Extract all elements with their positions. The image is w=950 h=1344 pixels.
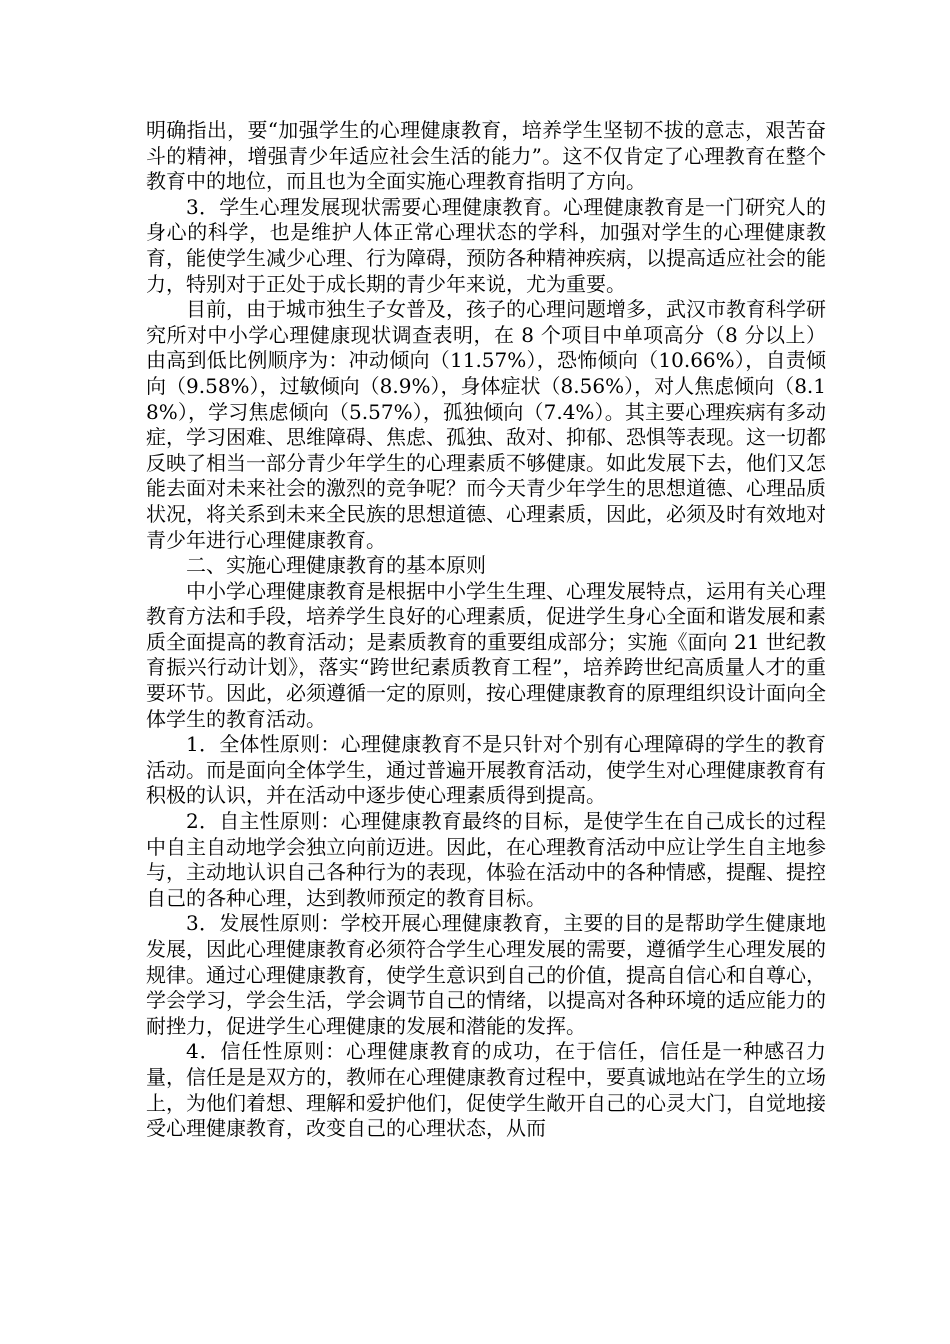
paragraph-section-3: 3．学生心理发展现状需要心理健康教育。心理健康教育是一门研究人的身心的科学，也是维护人体正常心理状态的学科，加强对学生的心理健康教育，能使学生减少心理、行为障碍，预防各种精神疾病，以提高适应社会的能力，特别对于正处于成长期的青少年来说，尤为重要。: [146, 194, 826, 296]
paragraph-principles-intro: 中小学心理健康教育是根据中小学生生理、心理发展特点，运用有关心理教育方法和手段，培养学生良好的心理素质，促进学生身心全面和谐发展和素质全面提高的教育活动；是素质教育的重要组成部分；实施《面向 21 世纪教育振兴行动计划》，落实“跨世纪素质教育工程”，培养跨世纪高质量人才的重要环节。因此，必须遵循一定的原则，按心理健康教育的原理组织设计面向全体学生的教育活动。: [146, 578, 826, 731]
paragraph-principle-4: 4．信任性原则：心理健康教育的成功，在于信任，信任是一种感召力量，信任是是双方的，教师在心理健康教育过程中，要真诚地站在学生的立场上，为他们着想、理解和爱护他们，促使学生敞开自己的心灵大门，自觉地接受心理健康教育，改变自己的心理状态，从而: [146, 1039, 826, 1141]
paragraph-principle-2: 2．自主性原则：心理健康教育最终的目标，是使学生在自己成长的过程中自主自动地学会独立向前迈进。因此，在心理教育活动中应让学生自主地参与，主动地认识自己各种行为的表现，体验在活动中的各种情感，提醒、提控自己的各种心理，达到教师预定的教育目标。: [146, 809, 826, 910]
paragraph-principle-1: 1．全体性原则：心理健康教育不是只针对个别有心理障碍的学生的教育活动。而是面向全体学生，通过普遍开展教育活动，使学生对心理健康教育有积极的认识，并在活动中逐步使心理素质得到提高。: [146, 732, 826, 808]
document-body: [146, 118, 826, 1142]
paragraph-survey-results: 目前，由于城市独生子女普及，孩子的心理问题增多，武汉市教育科学研究所对中小学心理健康现状调查表明，在 8 个项目中单项高分（8 分以上）由高到低比例顺序为：冲动倾向（11.57%），恐怖倾向（10.66%），自责倾向（9.58%），过敏倾向（8.9%），身体症状（8.56%），对人焦虑倾向（8.18%），学习焦虑倾向（5.57%），孤独倾向（7.4%）。其主要心理疾病有多动症，学习困难、思维障碍、焦虑、孤独、敌对、抑郁、恐惧等表现。这一切都反映了相当一部分青少年学生的心理素质不够健康。如此发展下去，他们又怎能去面对未来社会的激烈的竞争呢？而今天青少年学生的思想道德、心理品质状况，将关系到未来全民族的思想道德、心理素质，因此，必须及时有效地对青少年进行心理健康教育。: [146, 297, 826, 552]
paragraph-continuation: 明确指出，要“加强学生的心理健康教育，培养学生坚韧不拔的意志，艰苦奋斗的精神，增强青少年适应社会生活的能力”。这不仅肯定了心理教育在整个教育中的地位，而且也为全面实施心理教育指明了方向。: [146, 118, 826, 194]
paragraph-principle-3: 3．发展性原则：学校开展心理健康教育，主要的目的是帮助学生健康地发展，因此心理健康教育必须符合学生心理发展的需要，遵循学生心理发展的规律。通过心理健康教育，使学生意识到自己的价值，提高自信心和自尊心，学会学习，学会生活，学会调节自己的情绪，以提高对各种环境的适应能力的耐挫力，促进学生心理健康的发展和潜能的发挥。: [146, 911, 826, 1038]
section-heading-principles: 二、实施心理健康教育的基本原则: [186, 553, 486, 578]
